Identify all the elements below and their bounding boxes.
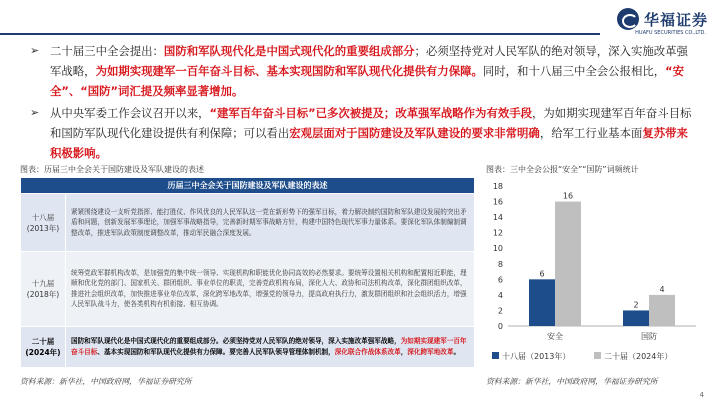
logo-mark-icon <box>617 8 639 30</box>
row-body <box>66 326 475 367</box>
row-body: 统筹党政军群机构改革，是加强党的集中统一领导、实现机构和职能优化协同高效的必然要求。要统筹设置相关机构和配置相近职能，理顺和优化党的部门、国家机关、群团组织、事业单位的职责，完善党政机构布局，深化人大、政协和司法机构改革，深化群团组织改革，推进社会组织改革，加快推进事业单位改革，深化跨军地改革，增强党的领导力，提高政府执行力，激发群团组织和社会组织活力，增强人民军队战斗力，使各类机构有机衔接、相互协调。 <box>66 252 475 327</box>
row-label-name: 十八届 <box>31 212 55 222</box>
bar <box>555 202 581 326</box>
x-tick-label: 安全 <box>547 332 563 341</box>
y-tick-label: 2 <box>497 306 503 316</box>
row-label-name: 二十届 <box>31 336 55 346</box>
row-label <box>21 194 66 252</box>
table-row <box>21 194 475 252</box>
y-tick-label: 12 <box>492 228 503 238</box>
chart-svg <box>486 178 701 368</box>
table-caption: 图表：历届三中全会关于国防建设及军队建设的表述 <box>20 165 204 174</box>
table-row <box>21 252 475 327</box>
body-text: ，为如期实现建军百年奋斗目标和国防军队现代化建设提供有利保障；可以看出 <box>50 106 692 140</box>
body-text: 从中央军委工作会议召开以来， <box>50 106 210 120</box>
word-frequency-chart <box>486 178 701 368</box>
body-text: 同时，和十八届三中全会公报相比， <box>482 64 666 78</box>
bar <box>623 310 649 326</box>
bullet-list <box>30 41 695 165</box>
body-text: ， <box>400 347 408 356</box>
chart-source: 资料来源：新华社，中国政府网，华福证券研究所 <box>486 377 658 386</box>
highlight-text: 为如期实现建军一百年奋斗目标、基本实现国防和军队现代化提供有力保障。 <box>95 64 483 78</box>
highlight-text: “安全”、“国防”词汇提及频率显著增加。 <box>50 64 685 98</box>
chart-caption: 图表：三中全会公报“安全”“国防”词频统计 <box>486 165 639 174</box>
legend-label: 十八届（2013年） <box>502 352 571 361</box>
y-tick-label: 10 <box>492 244 503 254</box>
logo-subtitle: HUAFU SECURITIES CO.,LTD. <box>635 30 706 36</box>
y-tick-label: 16 <box>492 197 503 207</box>
y-tick-label: 0 <box>497 322 503 331</box>
table-header: 历届三中全会关于国防建设及军队建设的表述 <box>21 178 475 194</box>
arrow-bullet-icon: ➢ <box>30 106 40 119</box>
body-text: 、基本实现国防和军队现代化提供有力保障。要完善人民军队领导管理体制机制， <box>97 347 335 356</box>
data-label: 16 <box>562 191 574 201</box>
statements-table <box>20 177 475 368</box>
highlight-text: 深化跨军地改革 <box>407 347 454 356</box>
x-tick-label: 国防 <box>641 332 657 341</box>
highlight-text: “建军百年奋斗目标”已多次被提及；改革强军战略作为有效手段 <box>209 106 533 120</box>
legend-swatch <box>492 352 499 359</box>
highlight-text: 复苏带来积极影响。 <box>50 126 688 160</box>
highlight-text: 宏观层面对于国防建设及军队建设的要求非常明确 <box>289 126 540 140</box>
page-number: 4 <box>699 391 704 399</box>
highlight-text: 为如期实现建军一百年奋斗目标 <box>71 337 467 356</box>
row-label <box>21 252 66 327</box>
data-label: 6 <box>539 269 545 279</box>
highlight-text: 国防和军队现代化是中国式现代化的重要组成部分 <box>163 44 415 58</box>
table-source: 资料来源：新华社，中国政府网，华福证券研究所 <box>20 377 192 386</box>
highlight-text: 深化联合作战体系改革 <box>334 347 401 356</box>
table-row <box>21 326 475 367</box>
y-tick-label: 18 <box>492 182 503 191</box>
data-label: 2 <box>633 300 639 310</box>
top-bar <box>0 0 720 38</box>
bar <box>649 295 675 326</box>
body-text: 国防和军队现代化是中国式现代化的重要组成部分。必须坚持党对人民军队的绝对领导，深入实施改革强军战略， <box>71 337 401 346</box>
company-logo <box>617 6 708 32</box>
legend-swatch <box>594 352 601 359</box>
row-label <box>21 326 66 367</box>
y-tick-label: 6 <box>497 275 503 285</box>
y-tick-label: 4 <box>497 290 503 300</box>
header-rule <box>0 33 600 35</box>
y-tick-label: 14 <box>492 213 503 223</box>
row-label-year: (2024年) <box>25 347 61 357</box>
row-label-year: (2018年) <box>26 289 60 299</box>
body-text: 。 <box>453 347 461 356</box>
legend-label: 二十届（2024年） <box>604 352 673 361</box>
bullet-item-1 <box>30 41 695 101</box>
bullet-text <box>50 41 695 101</box>
bullet-text <box>50 103 695 163</box>
row-body: 紧紧围绕建设一支听党指挥、能打胜仗、作风优良的人民军队这一党在新形势下的强军目标，着力解决制约国防和军队建设发展的突出矛盾和问题，创新发展军事理论，加强军事战略指导，完善新时期军事战略方针，构建中国特色现代军事力量体系。要深化军队体制编制调整改革，推进军队政策制度调整改革，推动军民融合深度发展。 <box>66 194 475 252</box>
bullet-item-2 <box>30 103 695 163</box>
bar <box>529 279 555 326</box>
row-label-year: (2013年) <box>26 223 60 233</box>
body-text: 二十届三中全会提出： <box>50 44 164 58</box>
logo-name: 华福证券 <box>643 10 708 29</box>
body-text: ，给军工行业基本面 <box>539 126 643 140</box>
arrow-bullet-icon: ➢ <box>30 44 40 57</box>
row-label-name: 十九届 <box>31 278 55 288</box>
data-label: 4 <box>659 284 665 294</box>
body-text: ；必须坚持党对人民军队的绝对领导，深入实施改革强军战略， <box>50 44 688 78</box>
y-tick-label: 8 <box>497 259 503 269</box>
